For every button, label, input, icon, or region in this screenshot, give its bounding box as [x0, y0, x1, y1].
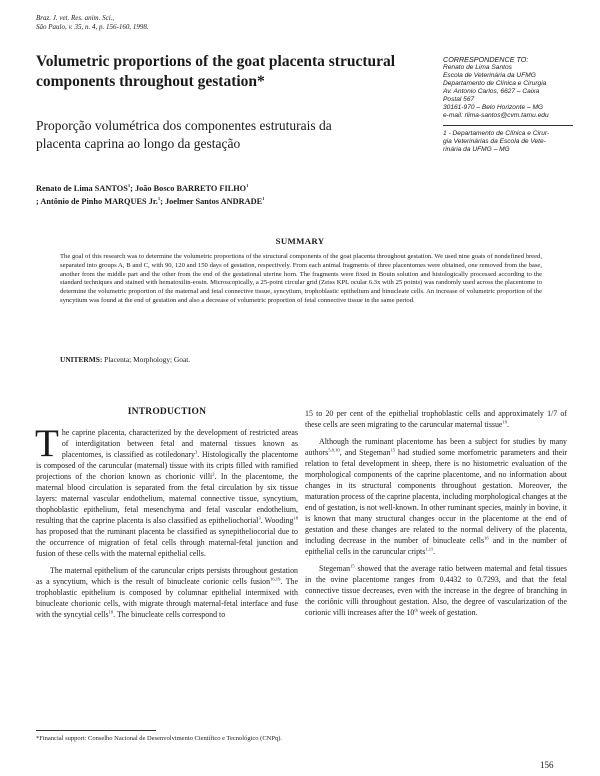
summary-text: The goal of this research was to determine the volumetric proportions of the structural components of the goat placenta throughout gestation. We used nine goats of nondefined breed, separated into groups A, B and C, with 90, 120 and 150 days of gestation, respectively. From each animal fragments of three placentomes were obtained, one removed from the base, another from the middle part and the other from the end of the gestational uterine horn. The fragments were fixed in Bouin solution and histologically processed according to the standard techniques and stained with hematoxilin-eosin. Microscopically, a 25-point circular grid (Zeiss KPL ocular 6.3x with 25 points) was randomly used across the placentome to determine the volumetric proportion of the maternal and fetal connective tissue, syncytium, trophoblastic epithelium and binucleate cells. An increase of volumetric proportion of the syncytium was found at the end of gestation and also a decrease of volumetric proportion of fetal connective tissue in the same period. [60, 253, 542, 304]
intro-paragraph-5 [305, 563, 567, 618]
author-affiliation-mark: 1 [262, 196, 265, 202]
text-run: The maternal epithelium of the caruncular cripts persists throughout gestation as a syncytium, which is the result of binucleate corionic cells fusion [36, 566, 298, 586]
text-run: . The binucleate cells correspond to [113, 610, 226, 619]
author-santos: Renato de Lima SANTOS [36, 184, 128, 193]
affiliation-line: 1 - Departamento de Clínica e Cirur- [443, 130, 550, 137]
text-run: . [433, 547, 436, 556]
citation-mark: 1,11 [425, 546, 434, 552]
correspondence-line: Renato de Lima Santos [443, 64, 512, 71]
text-run: Although the ruminant placentome has been a subject for studies by many authors [305, 437, 567, 457]
text-run: . [507, 420, 509, 429]
journal-name: Braz. J. vet. Res. anim. Sci., [36, 14, 115, 22]
author-andrade: ; Joelmer Santos ANDRADE [160, 197, 263, 206]
journal-volume: São Paulo, v. 35, n. 4, p. 156-160, 1998. [36, 23, 149, 31]
drop-cap: T [35, 422, 59, 465]
author-affiliation-mark: 1 [157, 196, 161, 202]
citation-mark: 18 [293, 515, 298, 521]
text-run: he caprine placenta, characterized by the development of restricted areas of interdigitation between fetal and maternal tissues known as placentomes, is classified as cotiledonary [61, 428, 298, 459]
page-number: 156 [540, 760, 554, 770]
author-list [36, 182, 366, 208]
text-run: had studied some morfometric parameters and their relation to fetal development in sheep, there is no histometric evaluation of the morphological components of the caprine placentome, and no information about changes in its structural components throughout gestation. Moreover, the maturation process of the caprine placenta, including morphological changes at the end of gestation, is not well-known. In other ruminant species, mainly in bovine, it is known that many structural changes occur in the placentome at the end of gestation and these changes are related to the normal delivery of the placenta, including decrease in the number of binucleate cells [305, 448, 567, 545]
title-footnote-mark: * [257, 73, 265, 90]
affiliation-line: rinária da UFMG – MG [443, 146, 510, 153]
column-left [36, 407, 298, 620]
text-run: . The trophoblastic epithelium is composed by columnar epithelial intermixed with binucleate chorionic cells, with migrate through maternal-fetal interface and fuse with the syncytial cells [36, 577, 298, 619]
correspondence-line: Escola de Veterinária da UFMG [443, 72, 536, 79]
intro-paragraph-3 [305, 408, 567, 430]
citation-mark: 18 [108, 609, 114, 615]
text-run: showed that the average ratio between maternal and fetal tissues in the ovine placentome ranges from 0.4432 to 0.7293, and that the fetal connective tissue decreases, even with the increase in the degree of branching in the coriônic villi throughout gestation. Also, the degree of vascularization of the corionic villi increases after the 10 [305, 564, 567, 617]
journal-citation [36, 14, 149, 32]
citation-mark: 3 [258, 515, 261, 521]
affiliation-line: gia Veterinárias da Escola de Vete- [443, 138, 546, 145]
text-run: week of gestation. [417, 608, 478, 617]
citation-mark: 3 [195, 449, 198, 455]
uniterms-label: UNITERMS: [60, 355, 103, 364]
intro-paragraph-4 [305, 436, 567, 557]
text-run: and in the number of epithelial cells in the caruncular cripts [305, 536, 567, 556]
correspondence-divider [443, 125, 573, 126]
intro-paragraph-2 [36, 565, 298, 620]
citation-mark: 2 [212, 471, 215, 477]
citation-mark: 15 [350, 563, 355, 569]
author-affiliation-mark: 1 [127, 183, 131, 189]
text-run: 15 to 20 per cent of the epithelial trophoblastic cells and approximately 1/7 of these cells are seen migrating to the caruncular maternal tissue [305, 409, 567, 429]
correspondence-email: e-mail: rlima-santos@cvm.tamu.edu [443, 112, 549, 119]
citation-mark: th [414, 607, 418, 613]
author-affiliation-mark: 1 [246, 183, 249, 189]
correspondence-line: Departamento de Clínica e Cirurgia [443, 80, 547, 87]
text-run: Stegeman [319, 564, 351, 573]
footnote: *Financial support: Conselho Nacional de Desenvolvimento Científico e Tecnológico (CNPq). [36, 735, 283, 742]
correspondence-line: Av. Antonio Carlos, 6627 – Caixa [443, 88, 540, 95]
correspondence-line: 30161-970 – Belo Horizonte – MG [443, 104, 544, 111]
uniterms [60, 355, 542, 364]
title-portuguese: Proporção volumétrica dos componentes estruturais da placenta caprina ao longo da gestação [36, 118, 332, 151]
author-barreto: ; João Bosco BARRETO FILHO [130, 184, 247, 193]
correspondence-label: CORRESPONDENCE TO: [443, 55, 529, 64]
citation-mark: 19 [502, 419, 507, 425]
citation-mark: 15 [390, 447, 395, 453]
summary-heading: SUMMARY [275, 236, 325, 246]
text-run: . In the placentome, the maternal blood circulation is separated from the fetal circulation by six tissue layers: maternal vascular endothelium, maternal connective tissue, syncytium, thophoblastic epithelium, fetal mesenchyma and fetal vascular endothelium, resulting that the caprine placenta is also classified as epitheliochorial [36, 472, 298, 525]
footnote-divider [36, 730, 156, 731]
text-run: . Wooding [260, 516, 294, 525]
uniterms-text: Placenta; Morphology; Goat. [102, 355, 191, 364]
text-run: . Histologically the placentome is composed of the caruncular (maternal) tissue with its cripts filled with ramified projections of the chorion known as chorionic villi [36, 450, 298, 481]
column-right [305, 408, 567, 618]
text-run: has proposed that the ruminant placenta be classified as synepitheliocorial due to the occurrence of migration of fetal cells through maternal-fetal junction and fusion of these cells with the maternal epithelial cells. [36, 527, 298, 558]
title-english-text: Volumetric proportions of the goat placenta structural components throughout gestation [36, 53, 396, 90]
introduction-heading: INTRODUCTION [127, 407, 207, 417]
correspondence-line: Postal 567 [443, 96, 475, 103]
intro-paragraph-1 [35, 422, 298, 559]
citation-mark: 16,19 [270, 576, 281, 582]
correspondence-block [443, 56, 578, 154]
citation-mark: 16 [484, 535, 489, 541]
title-english [36, 52, 416, 92]
text-run: , and Stegeman [339, 448, 391, 457]
author-marques: ; Antônio de Pinho MARQUES Jr. [36, 197, 158, 206]
citation-mark: 5,8,10 [328, 447, 340, 453]
